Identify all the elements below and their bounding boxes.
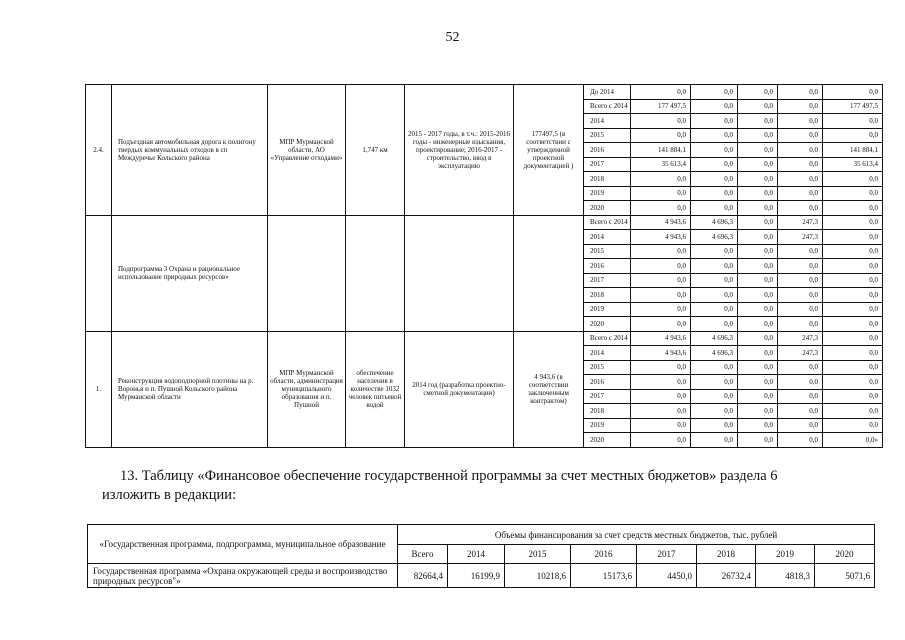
value-cell: 0,0: [738, 360, 778, 375]
capacity: обеспечение населения в количестве 1032 человек питьевой водой: [346, 331, 405, 447]
period: 2014 год (разработка проектно-сметной документации): [405, 331, 514, 447]
year-cell: 2017: [584, 389, 631, 404]
value-cell: 0,0: [778, 143, 823, 158]
value-cell: 4 696,3: [691, 346, 738, 361]
value-cell: 0,0: [631, 186, 691, 201]
value-cell: 0,0: [631, 375, 691, 390]
year-cell: 2020: [584, 317, 631, 332]
value-cell: 0,0: [823, 360, 883, 375]
value-cell: 0,0: [691, 244, 738, 259]
value-cell: 0,0: [778, 259, 823, 274]
value-cell: 0,0: [738, 404, 778, 419]
value-cell: 0,0: [823, 418, 883, 433]
col-header-2016: 2016: [571, 545, 637, 564]
row-number: 2.4.: [86, 85, 112, 216]
value-cell: 177 497,5: [631, 99, 691, 114]
value-cell: 177 497,5: [823, 99, 883, 114]
value-cell: 0,0: [823, 302, 883, 317]
value-cell: 0,0: [738, 244, 778, 259]
value-cell: 0,0: [691, 157, 738, 172]
value-cell: 247,3: [778, 230, 823, 245]
value-cell: 4 943,6: [631, 346, 691, 361]
year-cell: 2016: [584, 143, 631, 158]
value-cell: 0,0: [631, 114, 691, 129]
value-cell: 0,0: [823, 186, 883, 201]
row-number: [86, 215, 112, 331]
value-cell: 0,0: [631, 288, 691, 303]
value-cell: 0,0: [738, 273, 778, 288]
value-cell: 0,0: [691, 143, 738, 158]
value-cell: 0,0: [738, 418, 778, 433]
value-cell: 0,0: [691, 389, 738, 404]
value-cell: 4 696,3: [691, 331, 738, 346]
value-cell: 0,0: [631, 85, 691, 100]
value-cell: 0,0: [691, 433, 738, 448]
year-cell: 2018: [584, 288, 631, 303]
value-cell: 0,0: [738, 172, 778, 187]
value-cell: 247,3: [778, 331, 823, 346]
year-cell: 2017: [584, 157, 631, 172]
value-2014: 16199,9: [448, 564, 505, 588]
value-cell: 4 943,6: [631, 331, 691, 346]
value-2017: 4450,0: [637, 564, 697, 588]
value-cell: 0,0: [738, 114, 778, 129]
value-cell: 0,0: [691, 317, 738, 332]
estimated-cost: [514, 215, 584, 331]
value-cell: 0,0: [738, 433, 778, 448]
value-cell: 0,0: [738, 259, 778, 274]
year-cell: 2017: [584, 273, 631, 288]
value-cell: 0,0: [691, 201, 738, 216]
value-cell: 0,0: [631, 360, 691, 375]
value-cell: 0,0: [778, 99, 823, 114]
value-cell: 0,0: [691, 114, 738, 129]
value-cell: 0,0: [738, 186, 778, 201]
value-cell: 247,3: [778, 215, 823, 230]
value-cell: 0,0: [631, 201, 691, 216]
col-header-2019: 2019: [756, 545, 815, 564]
value-cell: 0,0: [691, 273, 738, 288]
value-cell: 0,0: [823, 244, 883, 259]
value-cell: 0,0: [631, 172, 691, 187]
value-cell: 0,0: [778, 288, 823, 303]
year-cell: 2018: [584, 172, 631, 187]
value-cell: 35 613,4: [631, 157, 691, 172]
year-cell: 2014: [584, 346, 631, 361]
responsible-org: МПР Мурманской области, АО «Управление отходами»: [268, 85, 346, 216]
value-cell: 0,0: [823, 389, 883, 404]
value-cell: 0,0: [631, 128, 691, 143]
value-cell: 4 696,3: [691, 230, 738, 245]
year-cell: 2015: [584, 244, 631, 259]
value-cell: 0,0: [778, 375, 823, 390]
value-cell: 0,0: [738, 201, 778, 216]
value-cell: 0,0: [823, 375, 883, 390]
value-cell: 0,0: [778, 418, 823, 433]
value-cell: 0,0: [738, 157, 778, 172]
year-cell: 2019: [584, 186, 631, 201]
value-cell: 0,0: [823, 346, 883, 361]
year-cell: Всего с 2014: [584, 215, 631, 230]
value-2018: 26732,4: [697, 564, 756, 588]
value-cell: 0,0: [778, 404, 823, 419]
value-cell: 0,0: [691, 85, 738, 100]
value-cell: 0,0: [738, 346, 778, 361]
value-cell: 0,0: [823, 273, 883, 288]
table-row: [86, 215, 883, 230]
estimated-cost: 177497,5 (в соответствии с утвержденной проектной документацией ): [514, 85, 584, 216]
value-cell: 0,0: [778, 273, 823, 288]
object-name: Реконструкция водоподпорной плотины на р. Воронья н п. Пушной Кольского района Мурманской области: [112, 331, 268, 447]
value-cell: 0,0: [631, 389, 691, 404]
object-name: Подпрограмма 3 Охрана и рациональное использование природных ресурсов»: [112, 215, 268, 331]
value-2019: 4818,3: [756, 564, 815, 588]
value-cell: 0,0»: [823, 433, 883, 448]
value-cell: 0,0: [778, 157, 823, 172]
paragraph-13-continuation: изложить в редакции:: [102, 487, 237, 503]
value-cell: 0,0: [823, 230, 883, 245]
value-cell: 0,0: [823, 85, 883, 100]
year-cell: 2020: [584, 201, 631, 216]
value-cell: 4 943,6: [631, 215, 691, 230]
value-cell: 0,0: [778, 172, 823, 187]
value-2020: 5071,6: [815, 564, 875, 588]
object-name: Подъездная автомобильная дорога к полигону твердых коммунальных отходов в сп Междуречье Кольского района: [112, 85, 268, 216]
local-budget-table: [87, 524, 875, 588]
period: 2015 - 2017 годы, в т.ч.: 2015-2016 годы - инженерные изыскания, проектирование; 2016-2017 - строительство, ввод в эксплуатацию: [405, 85, 514, 216]
year-cell: 2015: [584, 128, 631, 143]
value-cell: 0,0: [778, 317, 823, 332]
value-cell: 0,0: [631, 418, 691, 433]
col-header-total: Всего: [398, 545, 448, 564]
year-cell: 2019: [584, 302, 631, 317]
year-cell: 2018: [584, 404, 631, 419]
capacity: 1,747 км: [346, 85, 405, 216]
value-cell: 0,0: [631, 404, 691, 419]
value-cell: 0,0: [691, 186, 738, 201]
year-cell: 2019: [584, 418, 631, 433]
year-cell: 2014: [584, 230, 631, 245]
value-cell: 0,0: [691, 302, 738, 317]
investment-table: [85, 84, 883, 448]
capacity: [346, 215, 405, 331]
value-cell: 0,0: [823, 404, 883, 419]
year-cell: 2014: [584, 114, 631, 129]
value-cell: 0,0: [738, 389, 778, 404]
value-cell: 0,0: [823, 201, 883, 216]
col-header-2018: 2018: [697, 545, 756, 564]
value-cell: 0,0: [631, 273, 691, 288]
year-cell: 2016: [584, 375, 631, 390]
value-cell: 0,0: [823, 259, 883, 274]
value-cell: 0,0: [778, 114, 823, 129]
value-cell: 0,0: [738, 230, 778, 245]
value-cell: 0,0: [738, 288, 778, 303]
table-row: [86, 85, 883, 100]
value-cell: 0,0: [691, 360, 738, 375]
paragraph-13: 13. Таблицу «Финансовое обеспечение государственной программы за счет местных бюджетов» раздела 6: [120, 468, 778, 484]
col-header-2015: 2015: [505, 545, 571, 564]
year-cell: Всего с 2014: [584, 331, 631, 346]
value-cell: 0,0: [823, 172, 883, 187]
value-cell: 35 613,4: [823, 157, 883, 172]
value-total: 82664,4: [398, 564, 448, 588]
value-cell: 0,0: [691, 259, 738, 274]
value-cell: 0,0: [631, 259, 691, 274]
value-cell: 247,3: [778, 346, 823, 361]
value-2016: 15173,6: [571, 564, 637, 588]
value-cell: 0,0: [738, 302, 778, 317]
value-cell: 141 884,1: [823, 143, 883, 158]
col-header-2017: 2017: [637, 545, 697, 564]
value-cell: 0,0: [738, 317, 778, 332]
value-cell: 0,0: [691, 288, 738, 303]
col-header-2014: 2014: [448, 545, 505, 564]
value-cell: 0,0: [631, 317, 691, 332]
col-header-2020: 2020: [815, 545, 875, 564]
value-cell: 0,0: [778, 85, 823, 100]
value-cell: 0,0: [691, 99, 738, 114]
value-cell: 0,0: [778, 302, 823, 317]
year-cell: 2020: [584, 433, 631, 448]
header-program-name: «Государственная программа, подпрограмма, муниципальное образование: [88, 525, 398, 564]
value-cell: 0,0: [778, 360, 823, 375]
page-number: 52: [445, 30, 460, 45]
value-cell: 0,0: [691, 172, 738, 187]
value-cell: 0,0: [691, 418, 738, 433]
value-cell: 0,0: [778, 433, 823, 448]
header-volumes: Объемы финансирования за счет средств местных бюджетов, тыс. рублей: [398, 525, 875, 545]
value-cell: 0,0: [738, 331, 778, 346]
value-cell: 0,0: [738, 215, 778, 230]
estimated-cost: 4 943,6 (в соответствии заключенным контрактом): [514, 331, 584, 447]
period: [405, 215, 514, 331]
value-cell: 0,0: [738, 143, 778, 158]
value-cell: 0,0: [691, 404, 738, 419]
value-cell: 0,0: [778, 201, 823, 216]
value-cell: 0,0: [691, 128, 738, 143]
value-cell: 0,0: [738, 85, 778, 100]
responsible-org: [268, 215, 346, 331]
value-cell: 0,0: [823, 331, 883, 346]
year-cell: 2015: [584, 360, 631, 375]
row-number: 1.: [86, 331, 112, 447]
year-cell: До 2014: [584, 85, 631, 100]
row-program-name: Государственная программа «Охрана окружающей среды и воспроизводство природных ресурсов"»: [88, 564, 398, 588]
value-cell: 0,0: [738, 99, 778, 114]
value-cell: 0,0: [631, 433, 691, 448]
responsible-org: МПР Мурманской области, администрация муниципального образования н п. Пушной: [268, 331, 346, 447]
value-cell: 0,0: [823, 215, 883, 230]
value-cell: 0,0: [631, 244, 691, 259]
year-cell: Всего с 2014: [584, 99, 631, 114]
value-cell: 0,0: [778, 244, 823, 259]
value-cell: 0,0: [778, 389, 823, 404]
value-2015: 10218,6: [505, 564, 571, 588]
value-cell: 0,0: [823, 288, 883, 303]
value-cell: 4 943,6: [631, 230, 691, 245]
value-cell: 0,0: [823, 114, 883, 129]
value-cell: 0,0: [823, 317, 883, 332]
table-row: [86, 331, 883, 346]
value-cell: 0,0: [631, 302, 691, 317]
year-cell: 2016: [584, 259, 631, 274]
value-cell: 4 696,3: [691, 215, 738, 230]
value-cell: 0,0: [778, 128, 823, 143]
value-cell: 0,0: [778, 186, 823, 201]
value-cell: 0,0: [823, 128, 883, 143]
value-cell: 0,0: [738, 128, 778, 143]
value-cell: 141 884,1: [631, 143, 691, 158]
value-cell: 0,0: [738, 375, 778, 390]
value-cell: 0,0: [691, 375, 738, 390]
